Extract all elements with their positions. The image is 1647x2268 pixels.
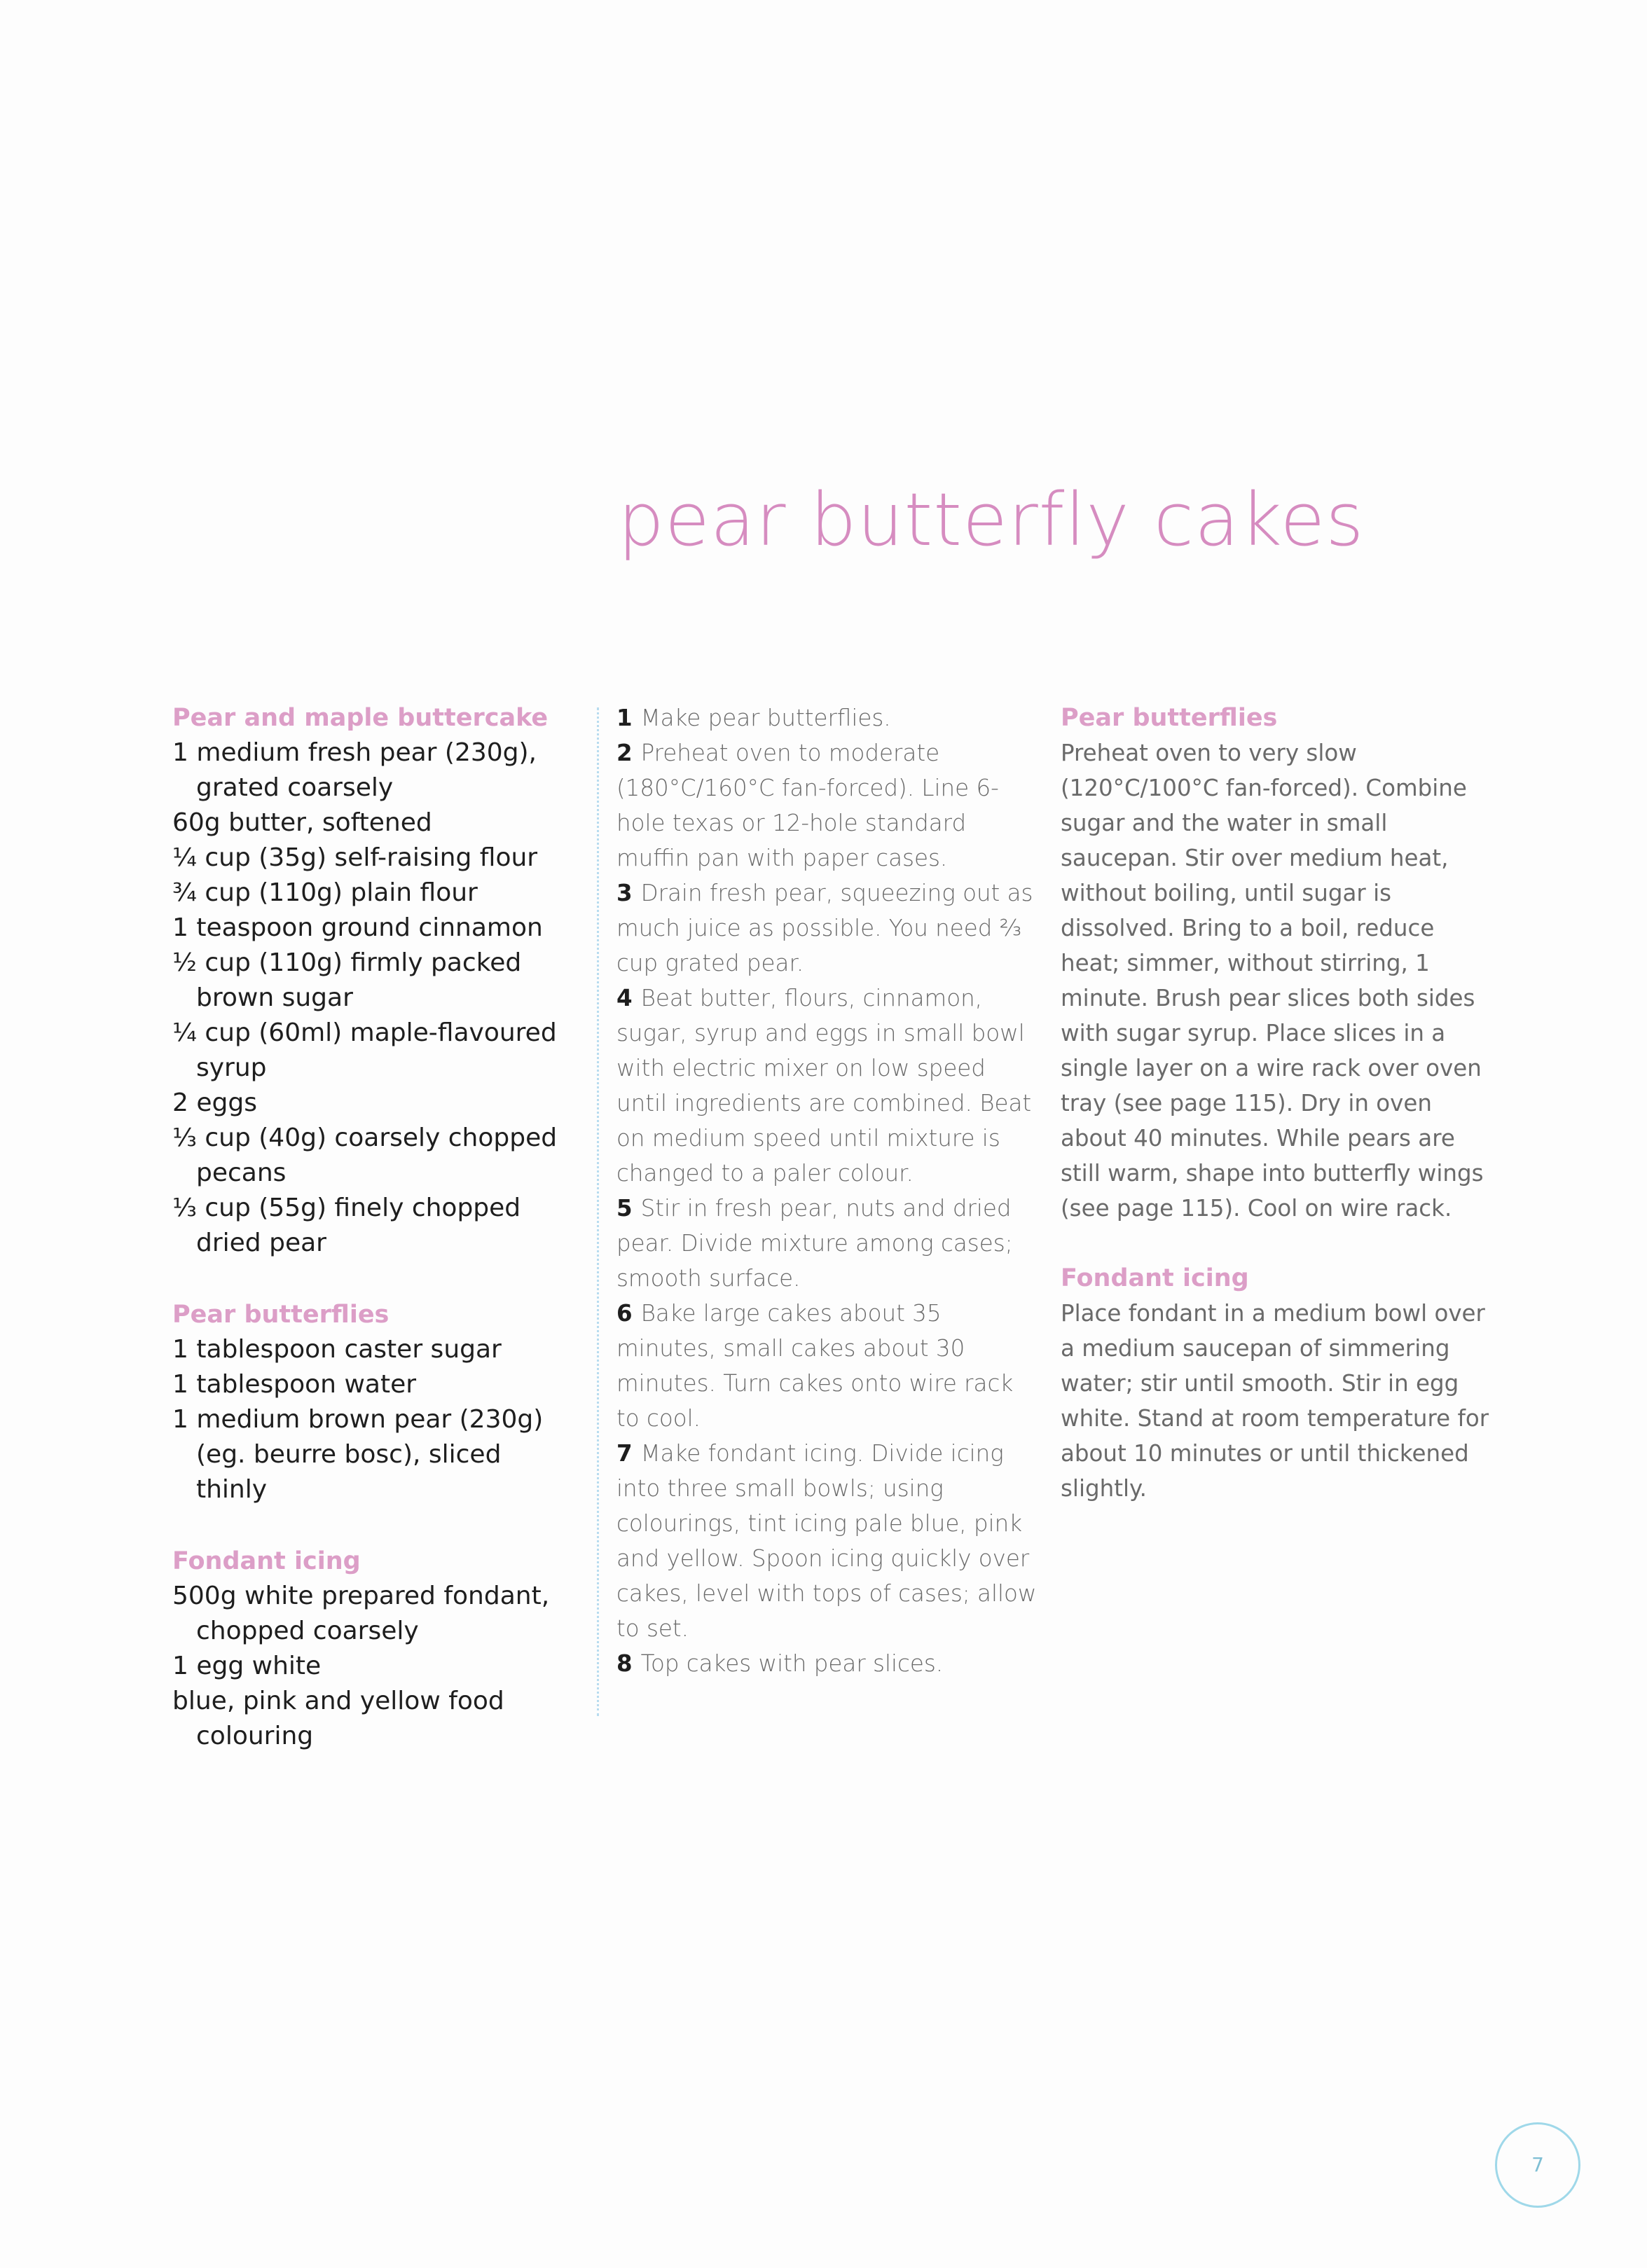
step-number: 6 xyxy=(616,1300,633,1327)
step-text: Stir in fresh pear, nuts and dried pear. Divide mixture among cases; smooth surface. xyxy=(616,1195,1013,1292)
method-step xyxy=(616,1436,1037,1646)
step-number: 5 xyxy=(616,1195,633,1222)
method-step xyxy=(616,1296,1037,1436)
ingredient-item: 500g white prepared fondant, chopped coarsely xyxy=(172,1582,550,1645)
step-text: Make fondant icing. Divide icing into three small bowls; using colourings, tint icing pale blue, pink and yellow. Spoon icing quickly over cakes, level with tops of cases; allow to set. xyxy=(616,1440,1037,1642)
ingredient-item: ¾ cup (110g) plain flour xyxy=(172,878,478,907)
ingredient-item: ⅓ cup (40g) coarsely chopped pecans xyxy=(172,1123,558,1187)
ingredient-item: ⅓ cup (55g) finely chopped dried pear xyxy=(172,1194,521,1257)
step-number: 3 xyxy=(616,880,633,906)
method-step xyxy=(616,1646,1037,1681)
method-step xyxy=(616,876,1037,981)
butterflies-method-text: Preheat oven to very slow (120°C/100°C fan-forced). Combine sugar and the water in small saucepan. Stir over medium heat, without boiling, until sugar is dissolved. Bring to a boil, reduce heat; simmer, without stirring, 1 minute. Brush pear slices both sides with sugar syrup. Place slices in a single layer on a wire rack over oven tray (see page 115). Dry in oven about 40 minutes. While pears are still warm, shape into butterfly wings (see page 115). Cool on wire rack. xyxy=(1061,740,1484,1222)
ingredient-item: ¼ cup (60ml) maple-flavoured syrup xyxy=(172,1018,557,1082)
step-text: Bake large cakes about 35 minutes, small cakes about 30 minutes. Turn cakes onto wire rack to cool. xyxy=(616,1300,1014,1432)
ingredients-column xyxy=(172,700,579,1790)
method-steps xyxy=(616,700,1037,1681)
ingredient-item: 1 tablespoon caster sugar xyxy=(172,1335,502,1364)
step-number: 8 xyxy=(616,1650,633,1677)
method-step xyxy=(616,981,1037,1191)
sub-recipes-column xyxy=(1061,700,1495,1541)
step-text: Top cakes with pear slices. xyxy=(640,1650,944,1677)
step-text: Make pear butterflies. xyxy=(640,705,891,731)
column-divider xyxy=(597,707,599,1716)
recipe-title: pear butterfly cakes xyxy=(618,477,1365,562)
step-number: 4 xyxy=(616,985,633,1011)
step-number: 1 xyxy=(616,705,633,731)
method-step xyxy=(616,1191,1037,1296)
butterflies-ingredient-list xyxy=(172,1332,579,1507)
method-step xyxy=(616,700,1037,735)
ingredient-item: ¼ cup (35g) self-raising flour xyxy=(172,843,538,872)
step-text: Beat butter, flours, cinnamon, sugar, syrup and eggs in small bowl with electric mixer on low speed until ingredients are combined. Beat on medium speed until mixture is changed to a paler colour. xyxy=(616,985,1032,1187)
butterflies-heading: Pear butterflies xyxy=(172,1301,390,1329)
page-number: 7 xyxy=(1531,2153,1544,2176)
ingredient-item: ½ cup (110g) firmly packed brown sugar xyxy=(172,948,522,1012)
fondant-ingredient-list xyxy=(172,1579,579,1754)
step-number: 2 xyxy=(616,740,633,766)
fondant-method-text: Place fondant in a medium bowl over a medium saucepan of simmering water; stir until smooth. Stir in egg white. Stand at room temperature for about 10 minutes or until thickened slightly. xyxy=(1061,1300,1489,1502)
ingredient-item: 2 eggs xyxy=(172,1088,257,1117)
fondant-method-heading: Fondant icing xyxy=(1061,1264,1249,1292)
buttercake-heading: Pear and maple buttercake xyxy=(172,704,549,732)
step-text: Preheat oven to moderate (180°C/160°C fan-forced). Line 6-hole texas or 12-hole standard muffin pan with paper cases. xyxy=(616,740,999,871)
step-text: Drain fresh pear, squeezing out as much juice as possible. You need ⅔ cup grated pear. xyxy=(616,880,1033,976)
step-number: 7 xyxy=(616,1440,633,1467)
ingredient-item: 1 tablespoon water xyxy=(172,1370,417,1399)
ingredient-item: blue, pink and yellow food colouring xyxy=(172,1687,504,1750)
butterflies-method-heading: Pear butterflies xyxy=(1061,704,1278,732)
ingredient-item: 60g butter, softened xyxy=(172,808,432,837)
ingredient-item: 1 teaspoon ground cinnamon xyxy=(172,913,543,942)
ingredient-item: 1 medium brown pear (230g) (eg. beurre bosc), sliced thinly xyxy=(172,1405,544,1504)
method-column xyxy=(616,700,1037,1681)
fondant-heading: Fondant icing xyxy=(172,1547,361,1575)
ingredient-item: 1 medium fresh pear (230g), grated coarsely xyxy=(172,738,537,802)
buttercake-ingredient-list xyxy=(172,735,579,1261)
ingredient-item: 1 egg white xyxy=(172,1652,322,1680)
method-step xyxy=(616,735,1037,876)
